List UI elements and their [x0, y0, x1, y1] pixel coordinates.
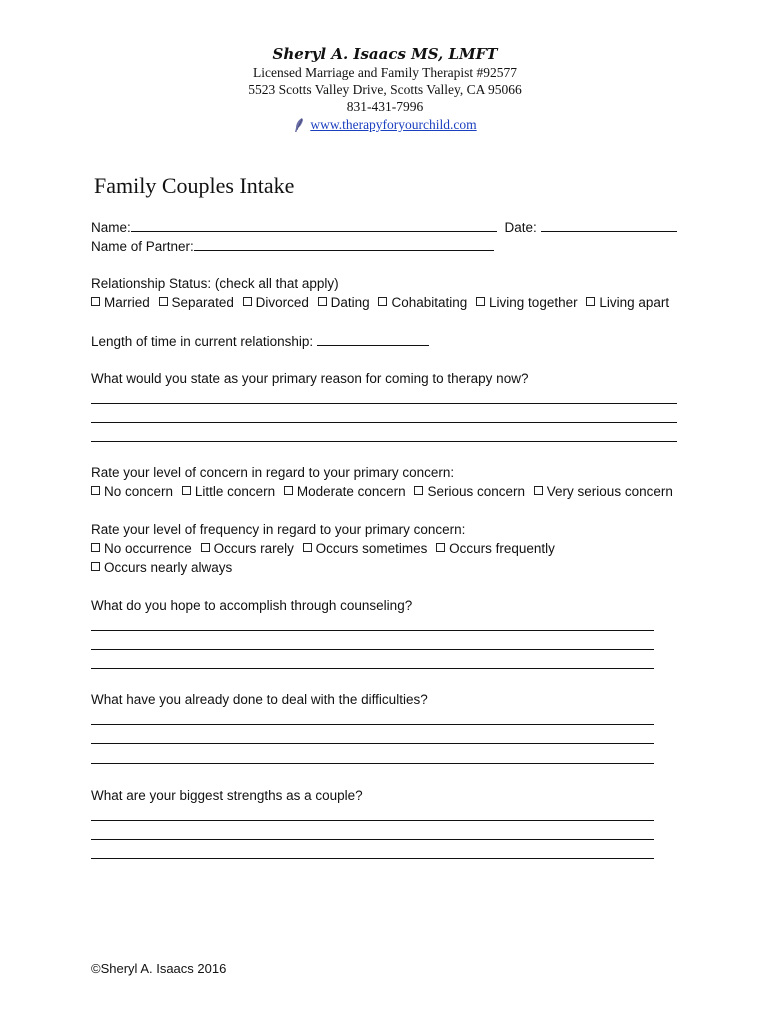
option-very-serious-concern[interactable]: Very serious concern	[534, 484, 673, 499]
option-living-together[interactable]: Living together	[476, 295, 578, 310]
option-living-apart[interactable]: Living apart	[586, 295, 669, 310]
relationship-label: Relationship Status: (check all that apply)	[91, 276, 339, 291]
checkbox-icon[interactable]	[91, 543, 100, 552]
strengths-line-3[interactable]	[91, 858, 654, 859]
length-row	[91, 332, 429, 351]
option-no-concern[interactable]: No concern	[91, 484, 173, 499]
option-occurs-nearly-always[interactable]: Occurs nearly always	[91, 560, 232, 575]
option-occurs-sometimes[interactable]: Occurs sometimes	[303, 541, 428, 556]
checkbox-icon[interactable]	[318, 297, 327, 306]
hope-line-1[interactable]	[91, 630, 654, 631]
website-row	[293, 117, 476, 133]
relationship-options	[91, 294, 674, 312]
already-done-line-1[interactable]	[91, 724, 654, 725]
checkbox-icon[interactable]	[378, 297, 387, 306]
option-cohabitating[interactable]: Cohabitating	[378, 295, 467, 310]
date-field[interactable]	[541, 218, 677, 232]
hope-label: What do you hope to accomplish through counseling?	[91, 598, 413, 613]
letterhead	[0, 44, 770, 138]
name-field[interactable]	[131, 218, 497, 232]
checkbox-icon[interactable]	[243, 297, 252, 306]
option-separated[interactable]: Separated	[159, 295, 234, 310]
hope-line-2[interactable]	[91, 649, 654, 650]
already-done-line-2[interactable]	[91, 743, 654, 744]
option-occurs-rarely[interactable]: Occurs rarely	[201, 541, 294, 556]
option-married[interactable]: Married	[91, 295, 150, 310]
partner-label: Name of Partner:	[91, 239, 194, 254]
option-dating[interactable]: Dating	[318, 295, 370, 310]
feather-icon	[293, 117, 305, 133]
strengths-label: What are your biggest strengths as a couple?	[91, 788, 363, 803]
copyright-footer: ©Sheryl A. Isaacs 2016	[91, 961, 227, 976]
option-serious-concern[interactable]: Serious concern	[414, 484, 525, 499]
length-label: Length of time in current relationship:	[91, 334, 314, 349]
already-done-label: What have you already done to deal with the difficulties?	[91, 692, 428, 707]
frequency-options-row-1	[91, 540, 560, 558]
frequency-label: Rate your level of frequency in regard to your primary concern:	[91, 522, 466, 537]
checkbox-icon[interactable]	[586, 297, 595, 306]
hope-line-3[interactable]	[91, 668, 654, 669]
primary-reason-line-3[interactable]	[91, 441, 677, 442]
primary-reason-line-2[interactable]	[91, 422, 677, 423]
already-done-line-3[interactable]	[91, 763, 654, 764]
checkbox-icon[interactable]	[91, 297, 100, 306]
checkbox-icon[interactable]	[91, 486, 100, 495]
primary-reason-line-1[interactable]	[91, 403, 677, 404]
option-little-concern[interactable]: Little concern	[182, 484, 275, 499]
form-title: Family Couples Intake	[94, 173, 295, 198]
website-link[interactable]: www.therapyforyourchild.com	[310, 117, 477, 132]
checkbox-icon[interactable]	[182, 486, 191, 495]
address-line: 5523 Scotts Valley Drive, Scotts Valley, CA 95066	[248, 82, 522, 97]
checkbox-icon[interactable]	[414, 486, 423, 495]
concern-options	[91, 483, 678, 501]
length-field[interactable]	[317, 332, 429, 346]
name-label: Name:	[91, 220, 131, 235]
name-row	[91, 218, 677, 237]
strengths-line-2[interactable]	[91, 839, 654, 840]
therapist-name: Sheryl A. Isaacs MS, LMFT	[272, 45, 498, 63]
checkbox-icon[interactable]	[91, 562, 100, 571]
option-divorced[interactable]: Divorced	[243, 295, 309, 310]
checkbox-icon[interactable]	[159, 297, 168, 306]
frequency-options-row-2	[91, 559, 237, 577]
date-label: Date:	[504, 220, 537, 235]
partner-row	[91, 237, 494, 256]
checkbox-icon[interactable]	[284, 486, 293, 495]
phone-line: 831-431-7996	[346, 99, 424, 114]
strengths-line-1[interactable]	[91, 820, 654, 821]
checkbox-icon[interactable]	[201, 543, 210, 552]
concern-label: Rate your level of concern in regard to your primary concern:	[91, 465, 455, 480]
checkbox-icon[interactable]	[303, 543, 312, 552]
checkbox-icon[interactable]	[436, 543, 445, 552]
primary-reason-label: What would you state as your primary reason for coming to therapy now?	[91, 371, 529, 386]
option-occurs-frequently[interactable]: Occurs frequently	[436, 541, 555, 556]
license-line: Licensed Marriage and Family Therapist #92577	[252, 65, 518, 80]
option-no-occurrence[interactable]: No occurrence	[91, 541, 192, 556]
option-moderate-concern[interactable]: Moderate concern	[284, 484, 406, 499]
checkbox-icon[interactable]	[534, 486, 543, 495]
partner-field[interactable]	[194, 237, 494, 251]
checkbox-icon[interactable]	[476, 297, 485, 306]
